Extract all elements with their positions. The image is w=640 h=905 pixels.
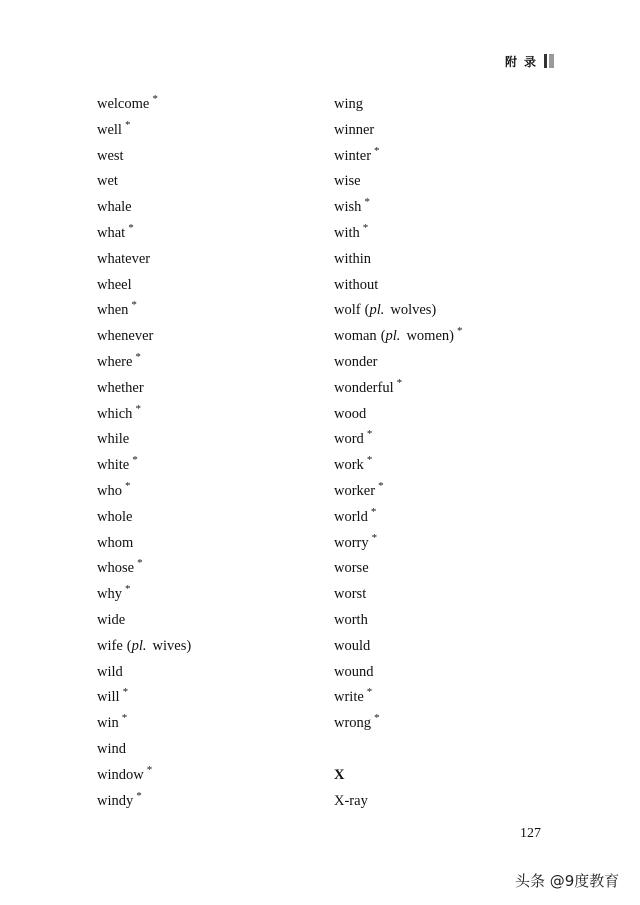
star-marker: * <box>152 93 158 105</box>
word-text: win <box>97 715 119 732</box>
word-text: winner <box>334 121 375 138</box>
word-text: whether <box>97 379 144 396</box>
word-text: with <box>334 224 360 241</box>
word-text: X-ray <box>334 792 368 809</box>
word-entry <box>334 298 534 324</box>
word-text: wet <box>97 173 118 190</box>
page-number: 127 <box>520 826 541 841</box>
star-marker: * <box>124 479 131 492</box>
plural-note <box>379 324 454 350</box>
word-text: wonderful <box>334 379 394 396</box>
word-text: while <box>97 431 130 448</box>
word-text: white <box>97 457 130 474</box>
star-marker: * <box>128 221 134 234</box>
star-marker: * <box>131 299 137 312</box>
plural-abbrev: pl. <box>385 328 401 345</box>
word-entry <box>97 169 297 195</box>
star-marker: * <box>364 196 370 209</box>
word-text: worse <box>334 560 369 577</box>
word-text: wing <box>334 96 363 112</box>
plural-note <box>125 634 191 660</box>
word-text: worry <box>334 534 369 551</box>
plural-abbrev: pl. <box>369 302 385 319</box>
star-marker: * <box>132 454 138 467</box>
word-entry <box>334 118 534 144</box>
word-entry <box>334 273 534 299</box>
plural-form: wives) <box>152 637 192 654</box>
word-text: X <box>334 766 345 783</box>
header-bar-dark <box>544 54 547 68</box>
word-list-left <box>97 92 297 814</box>
word-text: window <box>97 766 144 783</box>
word-text: work <box>334 457 364 474</box>
plural-abbrev: pl. <box>131 637 147 654</box>
word-text: whatever <box>97 250 151 267</box>
word-entry <box>334 453 534 479</box>
word-text: wolf <box>334 302 361 319</box>
word-text: wind <box>97 740 126 757</box>
word-text: well <box>97 121 122 138</box>
word-text: what <box>97 224 126 241</box>
word-entry <box>334 324 534 350</box>
word-text: wish <box>334 199 362 216</box>
star-marker: * <box>136 789 142 802</box>
star-marker: * <box>135 350 141 363</box>
word-text: within <box>334 250 372 267</box>
word-text: whenever <box>97 328 154 345</box>
word-entry <box>97 763 297 789</box>
word-entry <box>97 711 297 737</box>
word-entry <box>334 556 534 582</box>
star-marker: * <box>374 712 380 725</box>
word-text: wood <box>334 405 367 422</box>
page-header <box>505 52 554 70</box>
word-text: when <box>97 302 129 319</box>
note-paren: ( <box>364 302 370 319</box>
word-entry <box>334 608 534 634</box>
word-text: will <box>97 689 120 706</box>
word-text: worth <box>334 611 368 628</box>
star-marker: * <box>366 454 373 467</box>
star-marker: * <box>121 712 128 725</box>
word-entry <box>334 427 534 453</box>
word-entry <box>97 737 297 763</box>
star-marker: * <box>124 118 131 131</box>
word-text: word <box>334 431 364 448</box>
note-paren: ( <box>126 637 132 654</box>
word-text: wheel <box>97 276 132 293</box>
star-marker: * <box>137 557 143 570</box>
word-entry <box>334 376 534 402</box>
star-marker: * <box>374 144 380 157</box>
word-text: world <box>334 508 368 525</box>
word-text: wide <box>97 611 126 628</box>
word-entry <box>334 789 534 815</box>
word-text: who <box>97 482 122 499</box>
word-text: wound <box>334 663 374 680</box>
word-entry <box>97 324 297 350</box>
word-entry <box>97 247 297 273</box>
header-bars-decoration <box>544 54 554 68</box>
word-text: why <box>97 586 122 603</box>
word-entry <box>97 479 297 505</box>
word-text: which <box>97 405 133 422</box>
word-entry <box>334 685 534 711</box>
word-entry <box>334 711 534 737</box>
word-text: wife <box>97 637 123 654</box>
word-text: welcome <box>97 96 150 112</box>
word-text: worst <box>334 586 367 603</box>
word-text: wise <box>334 173 361 190</box>
word-entry <box>97 402 297 428</box>
star-marker: * <box>371 531 378 544</box>
word-text: west <box>97 147 124 164</box>
plural-note <box>363 298 437 324</box>
word-text: whole <box>97 508 133 525</box>
word-entry <box>334 479 534 505</box>
star-marker: * <box>366 428 373 441</box>
star-marker: * <box>146 763 153 776</box>
word-entry <box>334 350 534 376</box>
section-label: 附 录 <box>505 54 539 69</box>
word-text: wonder <box>334 353 378 370</box>
star-marker: * <box>122 686 129 699</box>
word-text: windy <box>97 792 134 809</box>
word-entry <box>97 144 297 170</box>
word-entry <box>334 144 534 170</box>
word-entry <box>334 92 534 118</box>
word-entry <box>334 660 534 686</box>
word-entry <box>334 737 534 763</box>
watermark: 头条 @9度教育 <box>515 872 620 890</box>
word-text: whale <box>97 199 132 216</box>
star-marker: * <box>362 221 369 234</box>
word-entry <box>97 789 297 815</box>
word-entry <box>97 195 297 221</box>
word-text: would <box>334 637 371 654</box>
word-entry <box>97 350 297 376</box>
word-entry <box>97 221 297 247</box>
star-marker: * <box>378 479 384 492</box>
word-entry <box>334 634 534 660</box>
star-marker: * <box>370 505 377 518</box>
letter-heading <box>334 763 534 789</box>
word-text: whom <box>97 534 134 551</box>
star-marker: * <box>456 325 463 338</box>
word-text: worker <box>334 482 376 499</box>
word-entry <box>97 634 297 660</box>
plural-form: women) <box>406 328 454 345</box>
word-entry <box>334 402 534 428</box>
word-entry <box>334 247 534 273</box>
word-text: wrong <box>334 715 372 732</box>
word-entry <box>97 608 297 634</box>
word-entry <box>334 221 534 247</box>
word-text: winter <box>334 147 372 164</box>
word-text: woman <box>334 328 377 345</box>
word-entry <box>97 273 297 299</box>
word-text: where <box>97 353 133 370</box>
word-entry <box>97 376 297 402</box>
word-entry <box>97 505 297 531</box>
header-bar-light <box>549 54 554 68</box>
word-entry <box>334 505 534 531</box>
star-marker: * <box>396 376 403 389</box>
plural-form: wolves) <box>390 302 437 319</box>
word-list-right <box>334 92 534 814</box>
word-entry <box>334 531 534 557</box>
word-entry <box>97 531 297 557</box>
word-text: without <box>334 276 379 293</box>
word-entry <box>97 582 297 608</box>
word-entry <box>334 582 534 608</box>
word-text: write <box>334 689 364 706</box>
star-marker: * <box>366 686 373 699</box>
word-entry <box>97 118 297 144</box>
star-marker: * <box>135 402 141 415</box>
word-text: wild <box>97 663 123 680</box>
word-entry <box>97 427 297 453</box>
note-paren: ( <box>380 328 386 345</box>
word-text: whose <box>97 560 135 577</box>
star-marker: * <box>124 583 131 596</box>
word-entry <box>97 298 297 324</box>
